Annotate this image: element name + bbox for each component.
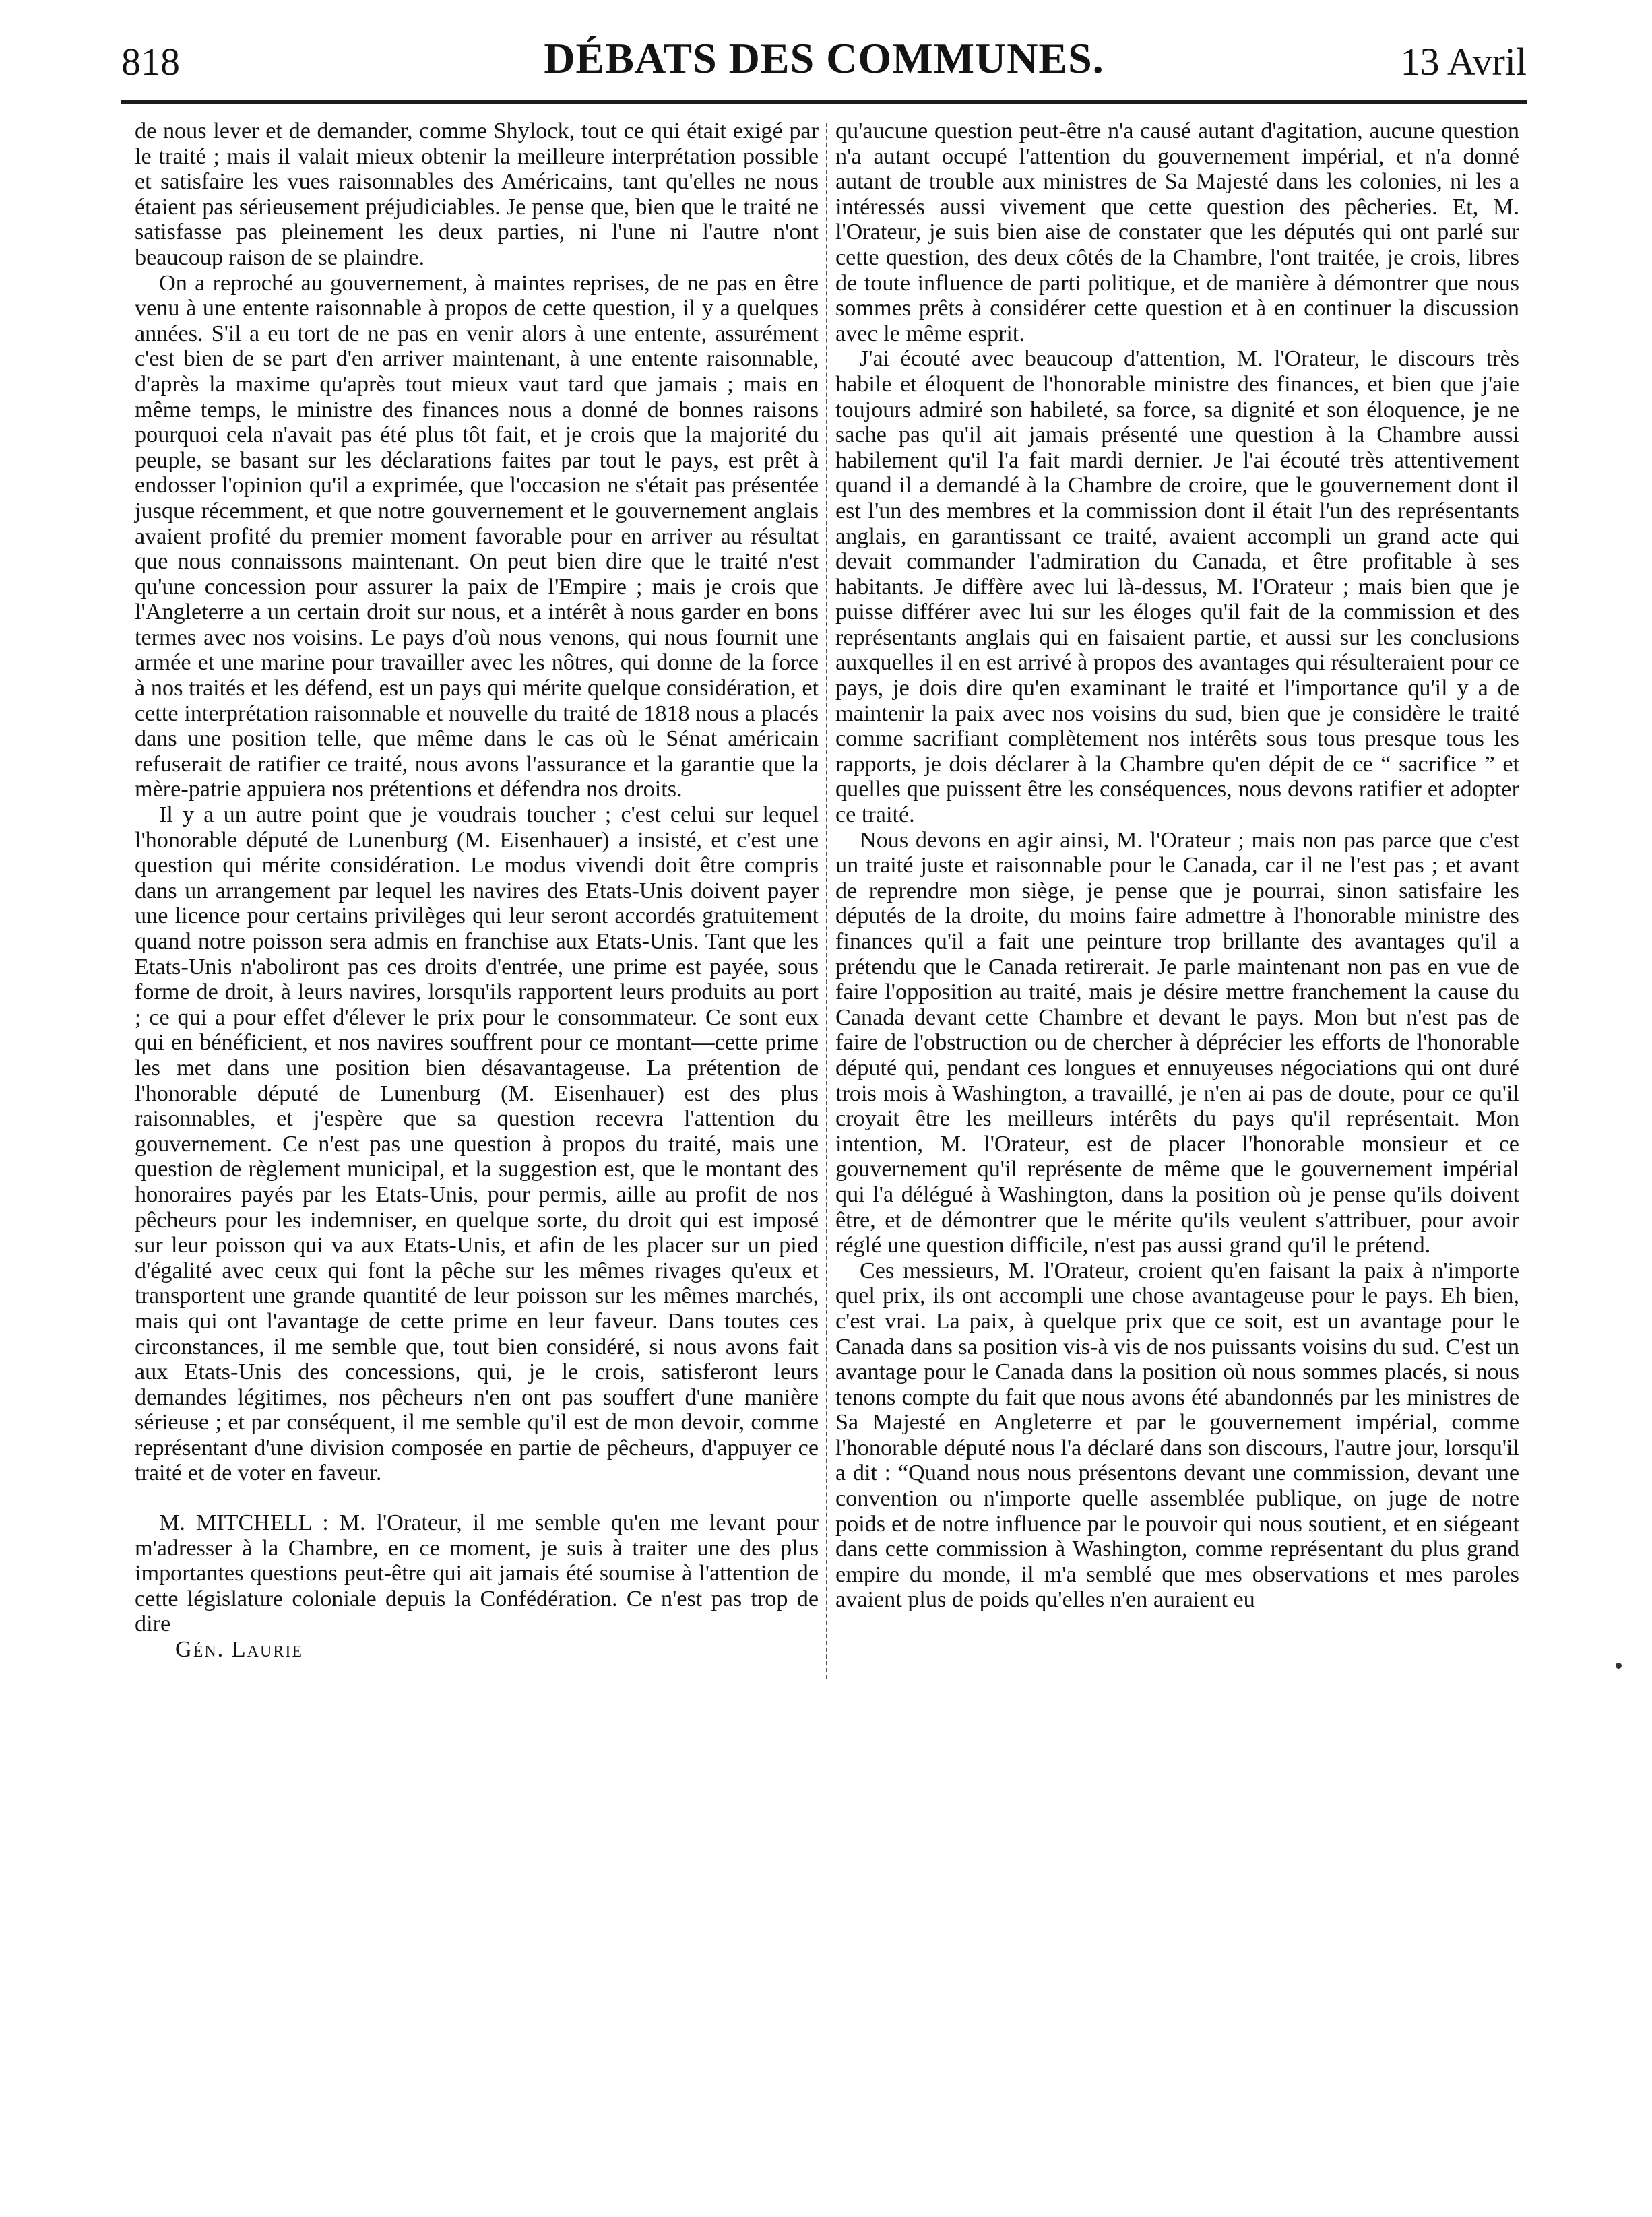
speaker-paragraph <box>135 1510 819 1637</box>
issue-date: 13 Avril <box>1400 40 1527 84</box>
speaker-text: M. l'Orateur, il me semble qu'en me levant pour m'adresser à la Chambre, en ce moment, je suis à traiter une des plus importantes questions peut-être qui ait jamais été soumise à l'attention de cette législature coloniale depuis la Confédération. Ce n'est pas trop de dire <box>135 1510 819 1637</box>
left-column <box>135 119 819 1663</box>
running-footer: Gén. Laurie <box>175 1637 303 1663</box>
page-number: 818 <box>121 40 180 84</box>
paragraph: J'ai écouté avec beaucoup d'attention, M. l'Orateur, le discours très habile et éloquent de l'honorable ministre des finances, et bien que j'aie toujours admiré son habileté, sa force, sa dignité et son éloquence, je ne sache pas qu'il ait jamais présenté une question à la Chambre aussi habilement qu'il l'a fait mardi dernier. Je l'ai écouté très attentivement quand il a demandé à la Chambre de croire, que le gouvernement dont il est l'un des membres et la commission dont il était l'un des représentants anglais, en garantissant ce traité, avaient accompli un grand acte qui devait commander l'admiration du Canada, et être profitable à ses habitants. Je diffère avec lui là-dessus, M. l'Orateur ; mais bien que je puisse différer avec lui sur les éloges qu'il fait de la commission et des représentants anglais qui en faisaient partie, et aussi sur les conclusions auxquelles il en est arrivé à propos des avantages qui résulteraient pour ce pays, je dois dire qu'en examinant le traité et l'importance qu'il y a de maintenir la paix avec nos voisins du sud, bien que je considère le traité comme sacrifiant complètement nos intérêts sous tous presque tous les rapports, je dois déclarer à la Chambre qu'en dépit de ce “ sacrifice ” et quelles que puissent être les conséquences, nous devons ratifier et adopter ce traité. <box>835 346 1519 828</box>
header-rule <box>121 100 1527 104</box>
journal-title: DÉBATS DES COMMUNES. <box>544 34 1104 82</box>
paragraph: de nous lever et de demander, comme Shylock, tout ce qui était exigé par le traité ; mais il valait mieux obtenir la meilleure interprétation possible et satisfaire les vues raisonnables des Américains, tant qu'elles ne nous étaient pas sérieusement préjudiciables. Je pense que, bien que le traité ne satisfasse pas pleinement les deux parties, ni l'une ni l'autre n'ont beaucoup raison de se plaindre. <box>135 119 819 270</box>
paragraph: On a reproché au gouvernement, à maintes reprises, de ne pas en être venu à une entente raisonnable à propos de cette question, il y a quelques années. S'il a eu tort de ne pas en venir alors à une entente, assurément c'est bien de se part d'en arriver maintenant, à une entente raisonnable, d'après la maxime qu'après tout mieux vaut tard que jamais ; mais en même temps, le ministre des finances nous a donné de bonnes raisons pourquoi cela n'avait pas été plus tôt fait, et je crois que la majorité du peuple, se basant sur les déclarations faites par tout le pays, est prêt à endosser l'opinion qu'il a exprimée, que l'occasion ne s'était pas présentée jusque récemment, et que notre gouvernement et le gouvernement anglais avaient profité du premier moment favorable pour en arriver au résultat que nous connaissons maintenant. On peut bien dire que le traité n'est qu'une concession pour assurer la paix de l'Empire ; mais je crois que l'Angleterre a un certain droit sur nous, et a intérêt à nous garder en bons termes avec nos voisins. Le pays d'où nous venons, qui nous fournit une armée et une marine pour travailler avec les nôtres, qui donne de la force à nos traités et les défend, est un pays qui mérite quelque considération, et cette interprétation raisonnable et nouvelle du traité de 1818 nous a placés dans une position telle, que même dans le cas où le Sénat américain refuserait de ratifier ce traité, nous avons l'assurance et la garantie que la mère-patrie appuiera nos prétentions et défendra nos droits. <box>135 270 819 802</box>
right-column <box>835 119 1519 1613</box>
speaker-name: M. MITCHELL : <box>159 1510 329 1536</box>
paragraph: Il y a un autre point que je voudrais toucher ; c'est celui sur lequel l'honorable député de Lunenburg (M. Eisenhauer) a insisté, et c'est une question qui mérite considération. Le modus vivendi doit être compris dans un arrangement par lequel les navires des Etats-Unis doivent payer une licence pour certains privilèges qui leur seront accordés gratuitement quand notre poisson sera admis en franchise aux Etats-Unis. Tant que les Etats-Unis n'aboliront pas ces droits d'entrée, une prime est payée, sous forme de droit, à leurs navires, lorsqu'ils rapportent leurs produits au port ; ce qui a pour effet d'élever le prix pour le consommateur. Ce sont eux qui en bénéficient, et nos navires souffrent pour ce montant—cette prime les met dans une position bien désavantageuse. La prétention de l'honorable député de Lunenburg (M. Eisenhauer) est des plus raisonnables, et j'espère que sa question recevra l'attention du gouvernement. Ce n'est pas une question à propos du traité, mais une question de règlement municipal, et la suggestion est, que le montant des honoraires payés par les Etats-Unis, pour permis, aille au profit de nos pêcheurs pour les indemniser, en quelque sorte, du droit qui est imposé sur leur poisson qui va aux Etats-Unis, et afin de les placer sur un pied d'égalité avec ceux qui font la pêche sur les mêmes rivages qu'eux et transportent une grande quantité de leur poisson sur les mêmes marchés, mais qui ont l'avantage de cette prime en leur faveur. Dans toutes ces circonstances, il me semble que, tout bien considéré, si nous avons fait aux Etats-Unis des concessions, qui, je le crois, satisferont leurs demandes légitimes, nos pêcheurs n'en ont pas souffert d'une manière sérieuse ; et par conséquent, il me semble qu'il est de mon devoir, comme représentant d'une division composée en partie de pêcheurs, d'appuyer ce traité et de voter en faveur. <box>135 802 819 1486</box>
margin-dot <box>1616 1663 1622 1669</box>
paragraph: Nous devons en agir ainsi, M. l'Orateur ; mais non pas parce que c'est un traité juste et raisonnable pour le Canada, car il ne l'est pas ; et avant de reprendre mon siège, je pense que je pourrai, sinon satisfaire les députés de la droite, du moins faire admettre à l'honorable ministre des finances qu'il a fait une peinture trop brillante des avantages qu'il a prétendu que le Canada retirerait. Je parle maintenant non pas en vue de faire l'opposition au traité, mais je désire mettre franchement la cause du Canada devant cette Chambre et devant le pays. Mon but n'est pas de faire de l'obstruction ou de chercher à déprécier les efforts de l'honorable député qui, pendant ces longues et ennuyeuses négociations qui ont duré trois mois à Washington, a travaillé, je n'en ai pas de doute, pour ce qu'il croyait être les meilleurs intérêts du pays qu'il représentait. Mon intention, M. l'Orateur, est de placer l'honorable monsieur et ce gouvernement qu'il représente de même que le gouvernement impérial qui l'a délégué à Washington, dans la position où je pense qu'ils doivent être, et de démontrer que le mérite qu'ils veulent s'attribuer, pour avoir réglé une question difficile, n'est pas aussi grand qu'il le prétend. <box>835 827 1519 1258</box>
paragraph: Ces messieurs, M. l'Orateur, croient qu'en faisant la paix à n'importe quel prix, ils ont accompli une chose avantageuse pour le pays. Eh bien, c'est vrai. La paix, à quelque prix que ce soit, est un avantage pour le Canada dans sa position vis-à vis de nos puissants voisins du sud. C'est un avantage pour le Canada dans la position où nous sommes placés, si nous tenons compte du fait que nous avons été abandonnés par les ministres de Sa Majesté en Angleterre et par le gouvernement impérial, comme l'honorable député nous l'a déclaré dans son discours, l'autre jour, lorsqu'il a dit : “Quand nous nous présentons devant une commission, devant une convention ou n'importe quelle assemblée publique, on juge de notre poids et de notre influence par le pouvoir qui nous soutient, et en siégeant dans cette commission à Washington, comme représentant du plus grand empire du monde, il m'a semblé que mes observations et mes paroles avaient plus de poids qu'elles n'en auraient eu <box>835 1258 1519 1613</box>
column-divider <box>826 123 827 1679</box>
page-header <box>121 32 1527 93</box>
paragraph: qu'aucune question peut-être n'a causé autant d'agitation, aucune question n'a autant occupé l'attention du gouvernement impérial, et n'a donné autant de trouble aux ministres de Sa Majesté dans les colonies, ni les a intéressés aussi vivement que cette question des pêcheries. Et, M. l'Orateur, je suis bien aise de constater que les députés qui ont parlé sur cette question, des deux côtés de la Chambre, l'ont traitée, je crois, libres de toute influence de parti politique, et de manière à démontrer que nous sommes prêts à considérer cette question et à en continuer la discussion avec le même esprit. <box>835 119 1519 346</box>
